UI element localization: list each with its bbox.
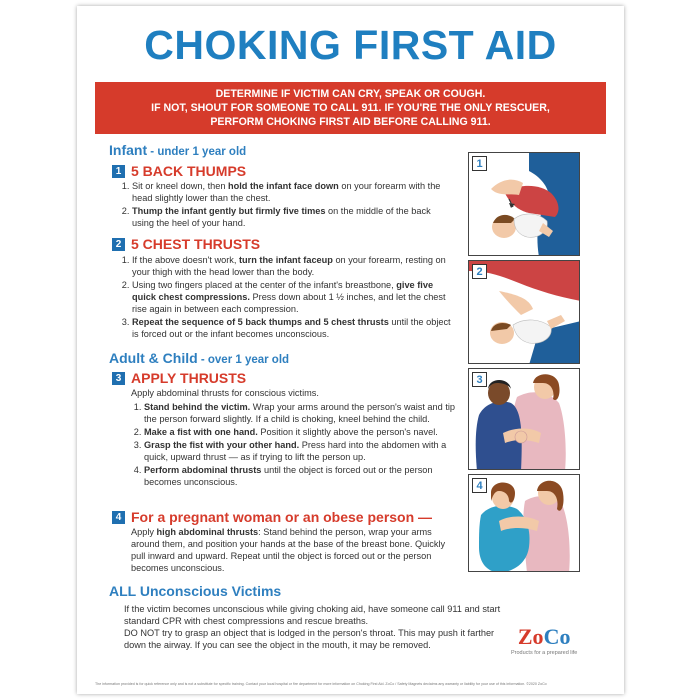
step-4-text: [131, 526, 456, 574]
disclaimer-footer: The information provided is for quick reference only and is not a substitute for specific training. Contact your local hospital or fire department for more information on Choking First Aid. ZoCo / Safety Magnets declaims any warranty or liability for your use of this information. ©2020 ZoCo: [95, 682, 547, 686]
unconscious-heading: ALL Unconscious Victims: [109, 583, 282, 599]
step-3-title: APPLY THRUSTS: [131, 370, 247, 386]
figure-1-badge: 1: [472, 156, 487, 171]
step-2-item-1: 1. If the above doesn't work, turn the infant faceup on your forearm, resting on your thigh with the head lower than the body.: [132, 254, 454, 278]
step-3-item-2: 2. Make a fist with one hand. Position it slightly above the person's navel.: [144, 426, 456, 438]
infant-heading-sub: - under 1 year old: [147, 146, 247, 158]
zoco-logo: [511, 624, 577, 656]
step-2-item-2: 2. Using two fingers placed at the center of the infant's breastbone, give five quick chest compressions. Press down about 1 ½ inches, and let the chest rise again in between each compression.: [132, 279, 454, 315]
warning-banner: [95, 82, 606, 134]
step-3-text: [131, 387, 456, 489]
adult-heading-sub: - over 1 year old: [197, 354, 290, 366]
step-2-number: 2: [112, 238, 125, 251]
step-4-title: For a pregnant woman or an obese person —: [131, 509, 433, 525]
step-3-item-4: 4. Perform abdominal thrusts until the object is forced out or the person becomes unconscious.: [144, 464, 456, 488]
figure-4-badge: 4: [472, 478, 487, 493]
step-4-heading: [112, 509, 432, 525]
unconscious-paragraph-1: If the victim becomes unconscious while giving choking aid, have someone call 911 and start standard CPR with chest compressions and rescue breaths.: [124, 604, 501, 626]
step-1-item-2: 2. Thump the infant gently but firmly five times on the middle of the back using the heel of your hand.: [132, 205, 449, 229]
step-3-number: 3: [112, 372, 125, 385]
step-4-number: 4: [112, 511, 125, 524]
step-1-item-1: 1. Sit or kneel down, then hold the infant face down on your forearm with the head slightly lower than the chest.: [132, 180, 449, 204]
step-3-intro: Apply abdominal thrusts for conscious victims.: [131, 388, 319, 398]
step-4-paragraph: Apply high abdominal thrusts: Stand behind the person, wrap your arms around them, and position your hands at the base of the breast bone. Quickly pull inward and upward. Repeat until the object is forced out or the person becomes unconscious.: [131, 527, 446, 573]
figure-pregnant-thrusts: [468, 474, 580, 572]
adult-heading-label: Adult & Child: [109, 350, 198, 366]
step-1-number: 1: [112, 165, 125, 178]
brand-wordmark: ZoCo: [517, 624, 571, 649]
page-title: CHOKING FIRST AID: [144, 22, 557, 68]
banner-line-1: DETERMINE IF VICTIM CAN CRY, SPEAK OR COUGH.: [215, 88, 486, 100]
figure-3-badge: 3: [472, 372, 487, 387]
infant-heading: [109, 142, 246, 158]
infant-heading-label: Infant: [109, 142, 148, 158]
step-1-heading: [112, 163, 246, 179]
figure-chest-thrusts: [468, 260, 580, 364]
step-1-text: [119, 180, 449, 230]
figure-abdominal-thrusts: [468, 368, 580, 470]
unconscious-text: [124, 603, 504, 651]
step-1-title: 5 BACK THUMPS: [131, 163, 247, 179]
step-3-heading: [112, 370, 246, 386]
step-3-item-1: 1. Stand behind the victim. Wrap your arms around the person's waist and tip the person forward slightly. If a child is choking, kneel behind the child.: [144, 401, 456, 425]
figure-back-thumps: [468, 152, 580, 256]
adult-heading: [109, 350, 289, 366]
poster: [77, 6, 624, 694]
step-2-title: 5 CHEST THRUSTS: [131, 236, 261, 252]
step-2-heading: [112, 236, 260, 252]
figure-2-badge: 2: [472, 264, 487, 279]
unconscious-paragraph-2: DO NOT try to grasp an object that is lodged in the person's throat. This may push it farther down the airway. If you can see the object in the mouth, it may be removed.: [124, 628, 495, 650]
step-3-item-3: 3. Grasp the fist with your other hand. Press hard into the abdomen with a quick, upward thrust — as if trying to lift the person up.: [144, 439, 456, 463]
banner-line-2: IF NOT, SHOUT FOR SOMEONE TO CALL 911. IF YOU'RE THE ONLY RESCUER,: [151, 102, 550, 114]
step-2-text: [119, 254, 454, 341]
brand-tagline: Products for a prepared life: [511, 650, 578, 656]
banner-line-3: PERFORM CHOKING FIRST AID BEFORE CALLING 911.: [210, 116, 491, 128]
step-2-item-3: 3. Repeat the sequence of 5 back thumps and 5 chest thrusts until the object is forced out or the infant becomes unconscious.: [132, 316, 454, 340]
